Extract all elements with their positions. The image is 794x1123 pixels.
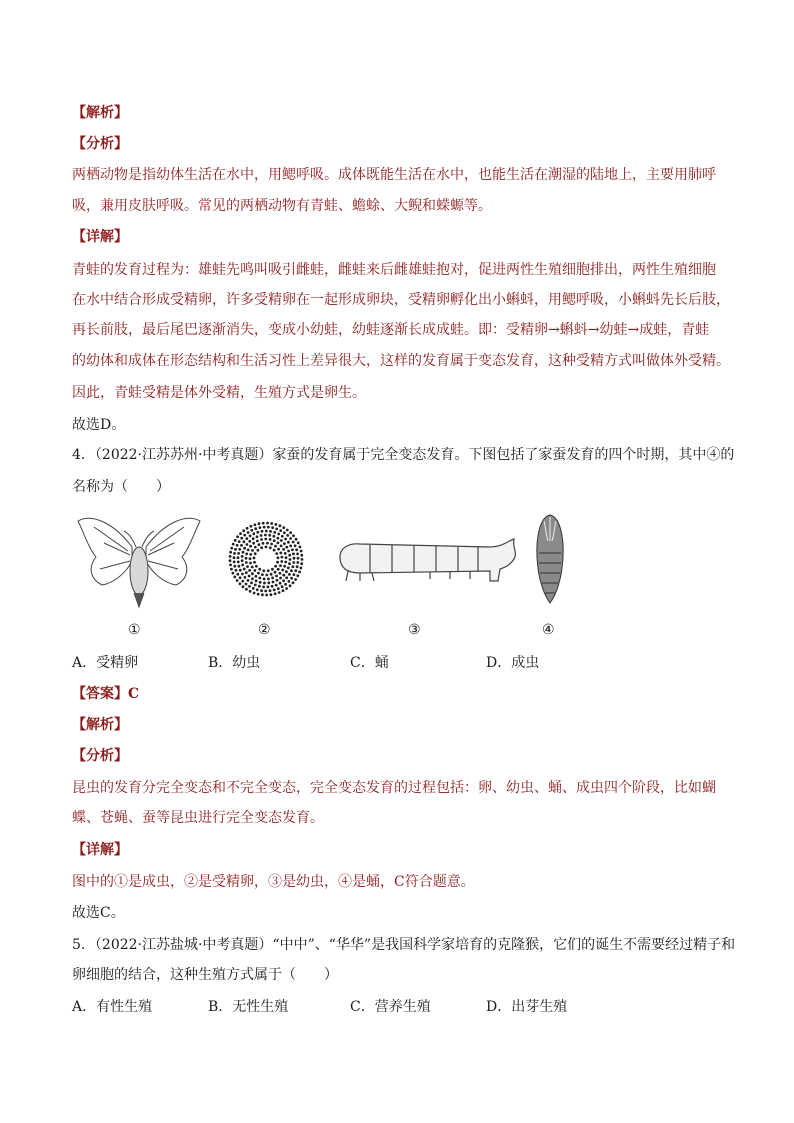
- egg-dot: [254, 527, 257, 530]
- egg-dot: [252, 532, 255, 535]
- egg-dot: [245, 588, 248, 591]
- egg-dot: [250, 582, 253, 585]
- egg-dot: [286, 534, 289, 537]
- q4-option-b: B．幼虫: [208, 655, 261, 671]
- egg-dot: [276, 561, 279, 564]
- pupa-icon: [534, 513, 566, 605]
- egg-dot: [299, 546, 302, 549]
- egg-dot: [233, 576, 236, 579]
- q5-option-c: C．营养生殖: [350, 999, 431, 1015]
- egg-dot: [254, 584, 257, 587]
- egg-dot: [260, 534, 263, 537]
- egg-dot: [277, 568, 280, 571]
- egg-dot: [297, 557, 300, 560]
- egg-dot: [295, 538, 298, 541]
- egg-dot: [277, 533, 280, 536]
- egg-dot: [280, 560, 283, 563]
- egg-dot: [269, 530, 272, 533]
- egg-dot: [293, 573, 296, 576]
- egg-dot: [252, 542, 255, 545]
- egg-dot: [261, 530, 264, 533]
- egg-dot: [282, 548, 285, 551]
- egg-mass-icon: [224, 517, 308, 601]
- egg-dot: [258, 585, 261, 588]
- q4-answer: [72, 685, 139, 703]
- egg-dot: [259, 581, 262, 584]
- egg-dot: [237, 561, 240, 564]
- egg-dot: [246, 543, 249, 546]
- egg-dot: [267, 526, 270, 529]
- egg-dot: [275, 528, 278, 531]
- egg-dot: [233, 552, 236, 555]
- egg-dot: [271, 585, 274, 588]
- egg-dot: [283, 542, 286, 545]
- egg-dot: [248, 569, 251, 572]
- egg-dot: [294, 578, 297, 581]
- egg-dot: [253, 557, 256, 560]
- egg-dot: [258, 577, 261, 580]
- q3-analysis-line-1: 两栖动物是指幼体生活在水中，用鳃呼吸。成体既能生活在水中，也能生活在潮湿的陆地上，主要用肺呼: [72, 167, 716, 183]
- egg-dot: [259, 526, 262, 529]
- egg-dot: [275, 523, 278, 526]
- egg-dot: [266, 542, 269, 545]
- egg-dot: [287, 580, 290, 583]
- egg-dot: [254, 552, 257, 555]
- egg-dot: [229, 555, 232, 558]
- egg-dot: [263, 578, 266, 581]
- egg-dot: [283, 565, 286, 568]
- egg-dot: [255, 565, 258, 568]
- egg-dot: [280, 545, 283, 548]
- egg-dot: [249, 545, 252, 548]
- egg-dot: [293, 557, 296, 560]
- egg-dot: [290, 569, 293, 572]
- egg-dot: [252, 587, 255, 590]
- q4-fenxi-label: 【分析】: [72, 748, 128, 764]
- egg-dot: [267, 581, 270, 584]
- egg-dot: [290, 577, 293, 580]
- egg-dot: [241, 580, 244, 583]
- egg-dot: [291, 548, 294, 551]
- egg-dot: [242, 585, 245, 588]
- egg-dot: [296, 574, 299, 577]
- egg-dot: [243, 547, 246, 550]
- egg-dot: [287, 550, 290, 553]
- egg-dot: [247, 531, 250, 534]
- egg-dot: [230, 547, 233, 550]
- egg-dot: [296, 565, 299, 568]
- q5-option-d: D．出芽生殖: [486, 999, 568, 1015]
- answer-label: 【答案】: [72, 686, 128, 702]
- egg-dot: [247, 549, 250, 552]
- egg-dot: [245, 561, 248, 564]
- egg-dot: [232, 543, 235, 546]
- egg-dot: [273, 549, 276, 552]
- egg-dot: [243, 534, 246, 537]
- egg-dot: [276, 537, 279, 540]
- egg-dot: [255, 575, 258, 578]
- egg-dot: [250, 529, 253, 532]
- egg-dot: [252, 537, 255, 540]
- silkworm-stage-figures: [72, 513, 572, 653]
- egg-dot: [247, 579, 250, 582]
- q4-analysis-line-2: 蝶、苍蝇、蚕等昆虫进行完全变态发育。: [72, 810, 324, 826]
- egg-dot: [292, 581, 295, 584]
- egg-dot: [284, 561, 287, 564]
- egg-dot: [285, 546, 288, 549]
- egg-dot: [264, 590, 267, 593]
- figure-label-1: ①: [128, 622, 141, 638]
- egg-dot: [288, 554, 291, 557]
- egg-dot: [264, 538, 267, 541]
- egg-dot: [244, 576, 247, 579]
- egg-dot: [273, 535, 276, 538]
- jiexi-label: 【解析】: [72, 105, 128, 121]
- egg-dot: [237, 556, 240, 559]
- egg-dot: [258, 543, 261, 546]
- egg-dot: [264, 534, 267, 537]
- egg-dot: [232, 572, 235, 575]
- egg-dot: [251, 566, 254, 569]
- egg-dot: [272, 581, 275, 584]
- figure-label-4: ④: [542, 622, 555, 638]
- q4-option-a: A．受精卵: [72, 655, 139, 671]
- q4-detail: 图中的①是成虫，②是受精卵，③是幼虫，④是蛹，C符合题意。: [72, 874, 475, 890]
- egg-dot: [239, 576, 242, 579]
- figure-label-3: ③: [408, 622, 421, 638]
- egg-dot: [248, 585, 251, 588]
- egg-dot: [239, 532, 242, 535]
- egg-dot: [245, 557, 248, 560]
- larva-icon: [330, 535, 522, 591]
- egg-dot: [284, 583, 287, 586]
- egg-dot: [266, 522, 269, 525]
- egg-dot: [229, 559, 232, 562]
- q4-option-d: D．成虫: [486, 655, 540, 671]
- egg-dot: [282, 579, 285, 582]
- egg-dot: [248, 540, 251, 543]
- egg-dot: [300, 550, 303, 553]
- egg-dot: [270, 522, 273, 525]
- egg-dot: [249, 553, 252, 556]
- q4-stem-line-2: 名称为（ ）: [72, 479, 170, 495]
- egg-dot: [294, 569, 297, 572]
- egg-dot: [275, 575, 278, 578]
- egg-dot: [234, 539, 237, 542]
- q3-detail-line-5: 因此，青蛙受精是体外受精，生殖方式是卵生。: [72, 385, 366, 401]
- egg-dot: [292, 541, 295, 544]
- egg-dot: [282, 589, 285, 592]
- egg-dot: [292, 553, 295, 556]
- egg-dot: [268, 534, 271, 537]
- egg-dot: [271, 577, 274, 580]
- egg-dot: [236, 573, 239, 576]
- figure-label-2: ②: [258, 622, 271, 638]
- egg-dot: [300, 562, 303, 565]
- egg-dot: [298, 571, 301, 574]
- egg-dot: [285, 556, 288, 559]
- egg-dot: [292, 534, 295, 537]
- egg-dot: [273, 539, 276, 542]
- egg-dot: [271, 526, 274, 529]
- egg-dot: [288, 562, 291, 565]
- q3-detail-line-1: 青蛙的发育过程为：雄蛙先鸣叫吸引雌蛙，雌蛙来后雌雄蛙抱对，促进两性生殖细胞排出，两性生殖细胞: [72, 262, 716, 278]
- egg-dot: [284, 538, 287, 541]
- egg-dot: [255, 580, 258, 583]
- q4-stem-line-1: 4．（2022·江苏苏州·中考真题）家蚕的发育属于完全变态发育。下图包括了家蚕发育的四个时期，其中④的: [72, 447, 735, 463]
- egg-dot: [269, 546, 272, 549]
- egg-dot: [258, 522, 261, 525]
- egg-dot: [267, 578, 270, 581]
- egg-dot: [295, 548, 298, 551]
- egg-dot: [258, 568, 261, 571]
- egg-dot: [288, 573, 291, 576]
- egg-dot: [277, 542, 280, 545]
- egg-dot: [233, 556, 236, 559]
- egg-dot: [245, 553, 248, 556]
- egg-dot: [251, 577, 254, 580]
- egg-dot: [279, 572, 282, 575]
- egg-dot: [279, 582, 282, 585]
- egg-dot: [282, 574, 285, 577]
- egg-dot: [245, 583, 248, 586]
- egg-dot: [275, 584, 278, 587]
- egg-dot: [283, 531, 286, 534]
- egg-dot: [296, 553, 299, 556]
- egg-dot: [286, 529, 289, 532]
- egg-dot: [282, 526, 285, 529]
- egg-dot: [265, 546, 268, 549]
- egg-dot: [296, 561, 299, 564]
- egg-dot: [292, 565, 295, 568]
- egg-dot: [279, 564, 282, 567]
- egg-dot: [279, 529, 282, 532]
- q4-jiexi-label: 【解析】: [72, 717, 128, 733]
- egg-dot: [254, 523, 257, 526]
- egg-dot: [236, 544, 239, 547]
- egg-dot: [279, 552, 282, 555]
- egg-dot: [251, 572, 254, 575]
- q4-option-c: C．蛹: [350, 655, 389, 671]
- egg-dot: [236, 579, 239, 582]
- egg-dot: [233, 565, 236, 568]
- egg-dot: [241, 564, 244, 567]
- egg-dot: [287, 541, 290, 544]
- egg-dot: [256, 535, 259, 538]
- answer-value: C: [128, 686, 140, 702]
- egg-dot: [270, 573, 273, 576]
- egg-dot: [280, 539, 283, 542]
- egg-dot: [249, 562, 252, 565]
- egg-dot: [294, 544, 297, 547]
- egg-dot: [241, 559, 244, 562]
- egg-dot: [269, 538, 272, 541]
- moth-icon: [74, 513, 204, 609]
- egg-dot: [243, 568, 246, 571]
- egg-dot: [237, 552, 240, 555]
- q5-option-b: B．无性生殖: [208, 999, 289, 1015]
- egg-dot: [265, 574, 268, 577]
- egg-dot: [243, 540, 246, 543]
- egg-dot: [281, 585, 284, 588]
- egg-dot: [242, 529, 245, 532]
- egg-dot: [257, 593, 260, 596]
- egg-dot: [260, 589, 263, 592]
- egg-dot: [262, 569, 265, 572]
- egg-dot: [235, 569, 238, 572]
- q3-detail-line-2: 在水中结合形成受精卵，许多受精卵在一起形成卵块，受精卵孵化出小蝌蚪，用鳃呼吸，小蝌蚪先长后肢，: [72, 292, 730, 308]
- egg-dot: [285, 570, 288, 573]
- egg-dot: [263, 526, 266, 529]
- egg-dot: [242, 551, 245, 554]
- egg-dot: [277, 587, 280, 590]
- egg-dot: [265, 530, 268, 533]
- q4-conclusion: 故选C。: [72, 905, 125, 921]
- egg-dot: [301, 558, 304, 561]
- egg-dot: [239, 569, 242, 572]
- egg-dot: [300, 567, 303, 570]
- egg-dot: [273, 589, 276, 592]
- egg-dot: [260, 546, 263, 549]
- egg-dot: [278, 591, 281, 594]
- egg-dot: [249, 535, 252, 538]
- egg-dot: [274, 545, 277, 548]
- egg-dot: [274, 571, 277, 574]
- egg-dot: [273, 531, 276, 534]
- egg-dot: [274, 592, 277, 595]
- egg-dot: [234, 548, 237, 551]
- egg-dot: [270, 543, 273, 546]
- egg-dot: [249, 557, 252, 560]
- egg-dot: [285, 576, 288, 579]
- q5-option-a: A．有性生殖: [72, 999, 153, 1015]
- egg-dot: [238, 565, 241, 568]
- fenxi-label: 【分析】: [72, 136, 128, 152]
- egg-dot: [262, 542, 265, 545]
- egg-dot: [257, 572, 260, 575]
- egg-dot: [254, 546, 257, 549]
- egg-dot: [253, 592, 256, 595]
- egg-dot: [256, 588, 259, 591]
- egg-dot: [289, 531, 292, 534]
- egg-dot: [246, 565, 249, 568]
- egg-dot: [270, 593, 273, 596]
- q4-xiangjie-label: 【详解】: [72, 842, 128, 858]
- egg-dot: [274, 565, 277, 568]
- egg-dot: [241, 573, 244, 576]
- egg-dot: [261, 573, 264, 576]
- egg-dot: [289, 537, 292, 540]
- egg-dot: [267, 586, 270, 589]
- q3-analysis-line-2: 吸，兼用皮肤呼吸。常见的两栖动物有青蛙、蟾蜍、大鲵和蝾螈等。: [72, 198, 492, 214]
- egg-dot: [249, 590, 252, 593]
- egg-dot: [289, 584, 292, 587]
- egg-dot: [251, 549, 254, 552]
- egg-dot: [289, 545, 292, 548]
- egg-dot: [267, 569, 270, 572]
- egg-dot: [269, 589, 272, 592]
- egg-dot: [229, 564, 232, 567]
- egg-dot: [281, 569, 284, 572]
- q3-detail-line-3: 再长前肢，最后尾巴逐渐消失，变成小幼蛙，幼蛙逐渐长成成蛙。即：受精卵→蝌蚪→幼蛙→成蛙，青蛙: [72, 322, 710, 338]
- egg-dot: [240, 544, 243, 547]
- egg-dot: [256, 540, 259, 543]
- egg-dot: [229, 551, 232, 554]
- egg-dot: [246, 527, 249, 530]
- egg-dot: [260, 538, 263, 541]
- egg-dot: [254, 569, 257, 572]
- egg-dot: [261, 593, 264, 596]
- q5-stem-line-2: 卵细胞的结合，这种生殖方式属于（ ）: [72, 967, 338, 983]
- egg-dot: [250, 525, 253, 528]
- q3-conclusion: 故选D。: [72, 417, 126, 433]
- egg-dot: [262, 522, 265, 525]
- egg-dot: [297, 542, 300, 545]
- egg-dot: [240, 537, 243, 540]
- egg-dot: [281, 556, 284, 559]
- egg-dot: [277, 548, 280, 551]
- egg-dot: [277, 556, 280, 559]
- egg-dot: [245, 537, 248, 540]
- egg-dot: [253, 561, 256, 564]
- q3-detail-line-4: 的幼体和成体在形态结构和生活习性上差异很大，这样的发育属于变态发育，这种受精方式叫做体外受精。: [72, 353, 730, 369]
- egg-dot: [276, 579, 279, 582]
- egg-dot: [281, 535, 284, 538]
- q5-stem-line-1: 5．（2022·江苏盐城·中考真题）“中中”、“华华”是我国科学家培育的克隆猴，它们的诞生不需要经过精子和: [72, 937, 736, 953]
- egg-dot: [230, 568, 233, 571]
- egg-dot: [262, 586, 265, 589]
- egg-dot: [265, 594, 268, 597]
- egg-dot: [248, 575, 251, 578]
- egg-dot: [245, 571, 248, 574]
- egg-dot: [257, 549, 260, 552]
- egg-dot: [279, 577, 282, 580]
- q4-analysis-line-1: 昆虫的发育分完全变态和不完全变态，完全变态发育的过程包括：卵、幼虫、蛹、成虫四个阶段，比如蝴: [72, 780, 716, 796]
- egg-dot: [289, 558, 292, 561]
- xiangjie-label: 【详解】: [72, 229, 128, 245]
- egg-dot: [239, 582, 242, 585]
- egg-dot: [284, 552, 287, 555]
- egg-dot: [256, 531, 259, 534]
- egg-dot: [236, 535, 239, 538]
- egg-dot: [287, 567, 290, 570]
- egg-dot: [238, 548, 241, 551]
- egg-dot: [285, 587, 288, 590]
- egg-dot: [292, 561, 295, 564]
- egg-dot: [275, 552, 278, 555]
- egg-dot: [271, 568, 274, 571]
- egg-dot: [300, 554, 303, 557]
- egg-dot: [279, 524, 282, 527]
- egg-dot: [263, 582, 266, 585]
- egg-dot: [233, 561, 236, 564]
- egg-dot: [241, 555, 244, 558]
- egg-dot: [238, 540, 241, 543]
